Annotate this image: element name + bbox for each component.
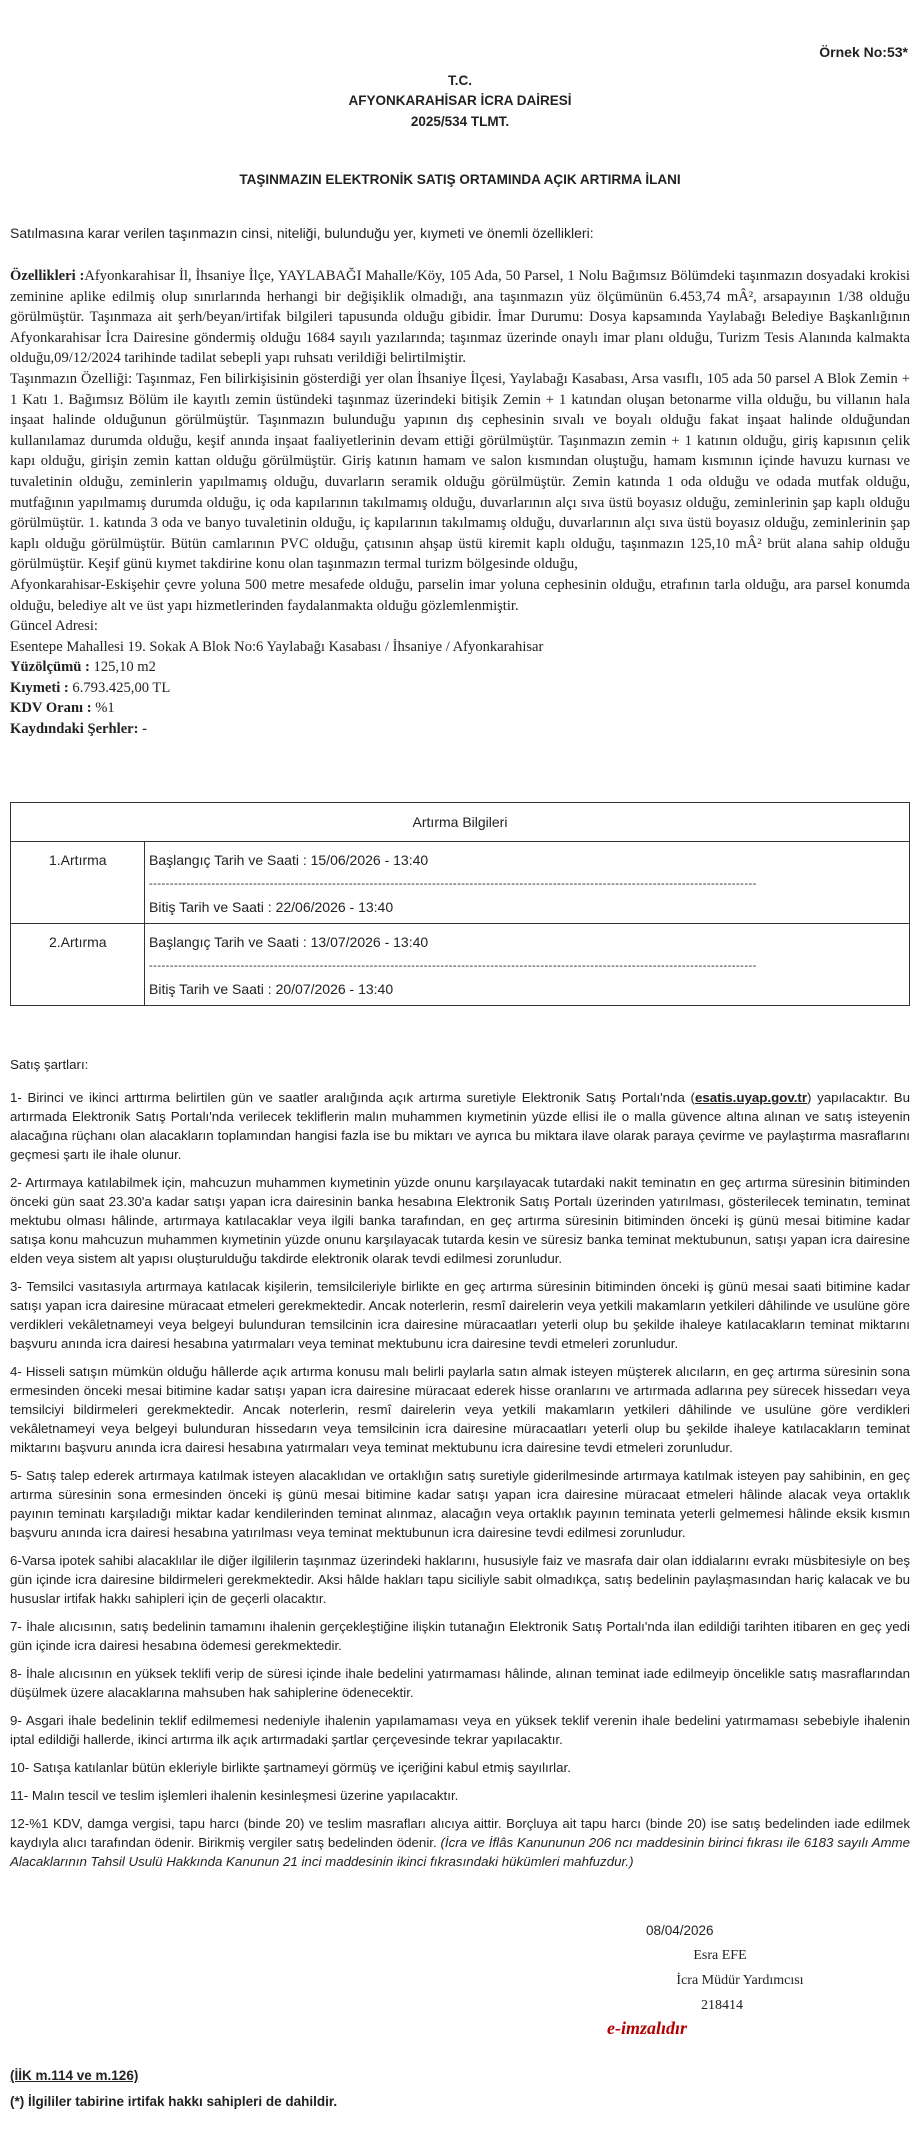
term-11: 11- Malın tescil ve teslim işlemleri ihalenin kesinleşmesi üzerine yapılacaktır. [10, 1788, 459, 1803]
law-reference: (İİK m.114 ve m.126) [10, 2068, 139, 2083]
dashed-separator: -------------------------------------------------------------------------------------------------------------------------------------------------- [149, 878, 757, 890]
auction-row [11, 842, 910, 924]
term-6: 6-Varsa ipotek sahibi alacaklılar ile diğer ilgililerin taşınmaz üzerindeki haklarını, hususiyle faiz ve masrafa dair olan iddialarını evrakı müsbitesiyle on beş gün içinde icra dairesine bildirmeleri gerekmektedir. Aksi hâlde hakları tapu siciliyle sabit olmadıkça, satış bedelinin paylaşmasından hariç kalacak ve bu hususlar irtifak hakkı sahipleri için de geçerli olacaktır. [10, 1553, 910, 1606]
header-office: AFYONKARAHİSAR İCRA DAİRESİ [348, 93, 572, 108]
vat-value: %1 [91, 700, 115, 717]
auction-start: Başlangıç Tarih ve Saati : 15/06/2026 - 13:40 [149, 852, 429, 868]
property-details [10, 266, 910, 740]
auction-start: Başlangıç Tarih ve Saati : 13/07/2026 - 13:40 [149, 934, 429, 950]
auction-end: Bitiş Tarih ve Saati : 22/06/2026 - 13:40 [149, 899, 394, 915]
value-label: Kıymeti : [10, 679, 69, 696]
term-12 [10, 1814, 910, 1871]
address-label: Güncel Adresi: [10, 618, 98, 635]
header-file-no: 2025/534 TLMT. [410, 114, 510, 129]
esatis-link[interactable]: esatis.uyap.gov.tr [694, 1090, 808, 1105]
signature-date: 08/04/2026 [646, 1923, 714, 1938]
term-12-legal-note: (İcra ve İflâs Kanununun 206 ncı maddesinin birinci fıkrası ile 6183 sayılı Amme Alacaklarının Tahsil Usulü Hakkında Kanunun 21 inci maddesinin ikinci fıkrasındaki hükümleri mahfuzdur.) [10, 1835, 911, 1869]
term-7: 7- İhale alıcısının, satış bedelinin tamamını ihalenin gerçekleştiğine ilişkin tutanağın Elektronik Satış Portalı'nda ilan edildiği tarihten itibaren en geç yedi gün içinde icra dairesi hesabına ödemesi gerekmektedir. [10, 1619, 910, 1653]
signature-title: İcra Müdür Yardımcısı [676, 1973, 804, 1988]
features-paragraph [10, 266, 910, 369]
sale-terms-heading: Satış şartları: [10, 1057, 89, 1072]
signature-reg-no: 218414 [701, 1998, 743, 2013]
header-tc: T.C. [447, 73, 472, 88]
e-signed-stamp: e-imzalıdır [607, 2018, 687, 2038]
intro-text: Satılmasına karar verilen taşınmazın cinsi, niteliği, bulunduğu yer, kıymeti ve önemli özellikleri: [10, 225, 594, 241]
announcement-title: TAŞINMAZIN ELEKTRONİK SATIŞ ORTAMINDA AÇIK ARTIRMA İLANI [239, 172, 681, 187]
auction-round-dates [145, 924, 910, 1006]
sample-number: Örnek No:53* [819, 44, 908, 60]
vat-label: KDV Oranı : [10, 700, 92, 717]
auction-info-table [10, 802, 910, 1006]
auction-info-title: Artırma Bilgileri [11, 803, 910, 842]
vat-row [10, 698, 910, 719]
term-4: 4- Hisseli satışın mümkün olduğu hâllerde açık artırma konusu malı belirli paylarla satın almak isteyen müşterek alıcıların, en geç artırma süresinin sona ermesinden önceki mesai bitimine kadar satışı yapan icra dairesine müracaat ederek hisse oranlarını ve artırmada adlarına pey sürecek hissedarı veya temsilciyi bildirmeleri gerekmektedir. Ancak noterlerin, resmî dairelerin veya yetkili makamların yetkileri dâhilinde ve usulüne göre verdikleri vekâletnameyi veya belgeyi bulunduran hissedarın veya temsilcinin icra dairesine müracaatları yeterli olup bu şekilde ihaleye katılacakların teminat miktarını başvuru anında icra dairesi hesabına yatırmaları veya teminat mektubunu icra dairesine tevdi etmeleri zorunludur. [10, 1364, 910, 1455]
term-9: 9- Asgari ihale bedelinin teklif edilmemesi nedeniyle ihalenin yapılamaması veya en yüksek teklif verenin ihale bedelini yatırmaması sebebiyle ihalenin iptal edildiği hallerde, ikinci artırma ilk açık artırmadaki şartlar çerçevesinde tekrar yapılacaktır. [10, 1713, 910, 1747]
special-features-paragraph: Taşınmazın Özelliği: Taşınmaz, Fen bilirkişisinin gösterdiği yer olan İhsaniye İlçesi, Yaylabağı Kasabası, Arsa vasıflı, 105 ada 50 parsel A Blok Zemin + 1 Katı 1. Bağımsız Bölüm ile kayıtlı zemin üstündeki taşınmaz üzerindeki bitişik Zemin + 1 katından oluşan betonarme villa olduğu, bu villanın hala inşaat halinde olduğunun görülmüştür. Taşınmazın bulunduğu yapının dış cephesinin sıvalı ve boyalı olduğu fakat inşaat halinde olduğundan kullanılamaz durumda olduğu, keşif anında inşaat faaliyetlerinin devam ettiği görülmüştür. Taşınmazın zemin + 1 katının olduğu, giriş kapısının çelik kapı olduğu, girişin zemin kattan olduğu görülmüştür. Giriş katının hamam ve salon kısmından oluştuğu, hamam kısmının içinde havuzu kurnası ve tuvaletinin olduğu, zeminlerin yapılmamış olduğu, duvarların seramik olduğu görülmüştür. Zemin katında 1 oda olduğu ve odada mutfak olduğu, mutfağının yapılmamış durumda olduğu, iç oda kapılarının takılmamış olduğu, duvarlarının alçı sıva üstü boyasız olduğu, zeminlerinin şap kaplı olduğu görülmüştür. 1. katında 3 oda ve banyo tuvaletinin olduğu, iç kapılarının takılmamış olduğu, duvarlarının alçı sıva üstü boyasız olduğu, zeminlerinin şap kaplı olduğu görülmüştür. Bütün camlarının PVC olduğu, çatısının ahşap üstü kiremit kaplı olduğu, taşınmazın 125,10 mÂ² brüt alana sahip olduğu görülmüştür. Keşif günü kıymet takdirine konu olan taşınmazın termal turizm bölgesinde olduğu, [10, 370, 910, 573]
signature-name: Esra EFE [693, 1948, 747, 1963]
annotations-label: Kaydındaki Şerhler: [10, 721, 139, 738]
term-5: 5- Satış talep ederek artırmaya katılmak isteyen alacaklıdan ve ortaklığın satış suretiyle giderilmesinde artırmaya katılmak isteyen pay sahibinin, en geç artırma süresinin sona ermesinden önceki iş günü mesai bitimine kadar satışı yapan icra dairesine müracaat etmeleri hâlinde alacak veya ortaklık payının teminatı karşıladığı miktar kadar kendilerinden teminat alınmaz, alacağın veya ortaklık payının teminata yeterli gelmemesi hâlinde eksik kısmın başvuru anında icra dairesi hesabına yatırılması veya teminat mektubunun icra dairesine tevdi edilmesi zorunludur. [10, 1468, 910, 1540]
auction-round-dates [145, 842, 910, 924]
location-paragraph: Afyonkarahisar-Eskişehir çevre yoluna 500 metre mesafede olduğu, parselin imar yoluna cephesinin olduğu, etrafının tarla olduğu, ara parsel konumda olduğu, belediye alt ve üst yapı hizmetlerinden faydalanmakta olduğu gözlemlenmiştir. [10, 576, 910, 614]
footnote: (*) İlgililer tabirine irtifak hakkı sahipleri de dahildir. [10, 2094, 338, 2109]
term-1-text-end: ) yapılacaktır. Bu artırmada Elektronik Satış Portalı'nda verilecek tekliflerin malın muhammen kıymetinin yüzde ellisi ile o malla güvence altına alınan ve satış isteyenin alacağına rüçhanı olan alacakların toplamından hangisi fazla ise bu miktarı ve ayrıca bu miktara ilave olarak paraya çevirme ve paylaştırma masraflarını geçmesi şartı ile ihale olunur. [10, 1090, 910, 1162]
value-row [10, 678, 910, 699]
term-8: 8- İhale alıcısının en yüksek teklifi verip de süresi içinde ihale bedelini yatırmaması hâlinde, alınan teminat iade edilmeyip öncelikle satış masraflarından düşülmek üzere alacaklarına mahsuben hak sahiplerine ödenecektir. [10, 1666, 910, 1700]
sale-terms [10, 1055, 910, 1880]
features-label: Özellikleri : [10, 268, 85, 284]
area-value: 125,10 m2 [89, 659, 156, 676]
auction-end: Bitiş Tarih ve Saati : 20/07/2026 - 13:40 [149, 981, 394, 997]
annotations-row [10, 719, 910, 740]
term-10: 10- Satışa katılanlar bütün ekleriyle birlikte şartnameyi görmüş ve içeriğini kabul etmiş sayılırlar. [10, 1760, 571, 1775]
auction-round-label: 2.Artırma [11, 924, 145, 1006]
features-text: Afyonkarahisar İl, İhsaniye İlçe, YAYLABAĞI Mahalle/Köy, 105 Ada, 50 Parsel, 1 Nolu Bağımsız Bölümdeki taşınmazın dosyadaki krokisi zeminine aplike edilmiş olup sınırlarında herhangi bir değişiklik olmadığı, ana taşınmazın yüz ölçümünün 6.453,74 mÂ², arsapayının 1/38 olduğu görülmüştür. Taşınmaza ait şerh/beyan/irtifak bilgileri tapusunda olduğu gibidir. İmar Durumu: Dosya kapsamında Yaylabağı Belediye Başkanlığının Afyonkarahisar İcra Dairesine göndermiş olduğu 1684 sayılı yazılarında; taşınmaz üzerinde onaylı imar planı olduğu, Turizm Tesis Alanında kalmakta olduğu,09/12/2024 tarihinde tadilat sebepli yapı ruhsatı verildiği belirtilmiştir. [10, 268, 910, 367]
term-1-text: 1- Birinci ve ikinci arttırma belirtilen gün ve saatler aralığında açık artırma suretiyle Elektronik Satış Portalı'nda ( [10, 1090, 695, 1105]
term-12-text: 12-%1 KDV, damga vergisi, tapu harcı (binde 20) ve teslim masrafları alıcıya aittir. Borçluya ait tapu harcı (binde 20) ise satış bedelinden iade edilmek kaydıyla alıcı tarafından ödenir. Birikmiş vergiler satış bedelinden ödenir. [10, 1816, 910, 1850]
term-1 [10, 1088, 910, 1164]
term-3: 3- Temsilci vasıtasıyla artırmaya katılacak kişilerin, temsilcileriyle birlikte en geç artırma süresinin bitiminden önceki iş günü mesai saati bitimine kadar satışı yapan icra dairesine müracaat etmeleri gerekmektedir. Ancak noterlerin, resmî dairelerin veya yetkili makamların yetkileri dâhilinde ve usulüne göre verdikleri vekâletnameyi veya belgeyi bulunduran temsilcinin icra dairesine müracaatları yeterli olup bu şekilde ihaleye katılacakların teminat miktarını başvuru anında icra dairesi hesabına yatırmaları veya teminat mektubunu icra dairesine tevdi etmeleri zorunludur. [10, 1279, 910, 1351]
address-value: Esentepe Mahallesi 19. Sokak A Blok No:6 Yaylabağı Kasabası / İhsaniye / Afyonkarahisar [10, 638, 544, 655]
annotations-value: - [138, 721, 148, 738]
dashed-separator: -------------------------------------------------------------------------------------------------------------------------------------------------- [149, 960, 757, 972]
term-2: 2- Artırmaya katılabilmek için, mahcuzun muhammen kıymetinin yüzde onunu karşılayacak tutardaki nakit teminatın en geç artırma süresinin bitiminden önceki gün saat 23.30'a kadar satışı yapan icra dairesinin banka hesabına Elektronik Satış Portalı üzerinden yatırılması, gösterilecek teminatın, teminat mektubu olması hâlinde, artırmaya katılacaklar veya ilgili banka tarafından, en geç artırma süresinin bitiminden önceki iş günü mesai bitimine kadar satışa konu mahcuzun muhammen kıymetinin yüzde onunu karşılayacak tutarda kesin ve süresiz banka teminat mektubunun, satışı yapan icra dairesine elden veya sistem alt yapısı oluşturulduğu takdirde elektronik olarak tevdi edilmesi zorunludur. [10, 1175, 910, 1266]
area-label: Yüzölçümü : [10, 659, 90, 676]
auction-round-label: 1.Artırma [11, 842, 145, 924]
area-row [10, 657, 910, 678]
auction-row [11, 924, 910, 1006]
value-value: 6.793.425,00 TL [68, 679, 171, 696]
